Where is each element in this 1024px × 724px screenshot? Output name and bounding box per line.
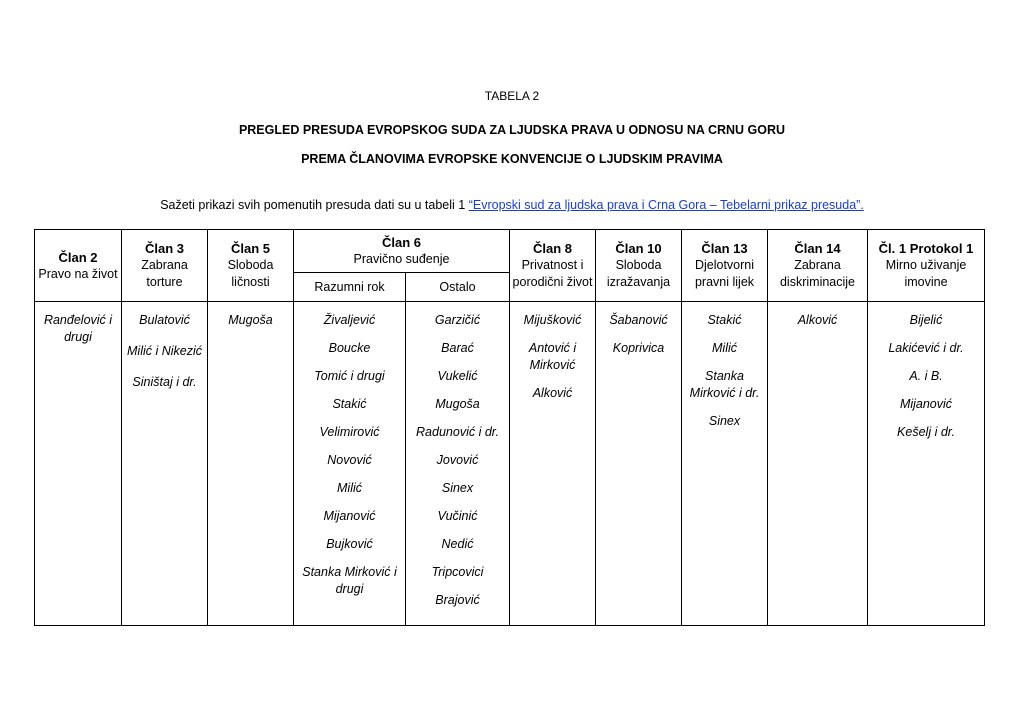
cell-protokol-1 — [868, 302, 985, 626]
title-line-1: PREGLED PRESUDA EVROPSKOG SUDA ZA LJUDSKA PRAVA U ODNOSU NA CRNU GORU — [238, 123, 786, 137]
header-name: Sloboda izražavanja — [606, 258, 671, 289]
case-name: Stanka Mirković i drugi — [302, 565, 397, 596]
intro-paragraph — [0, 198, 1024, 212]
case-name: Stakić — [707, 313, 742, 327]
case-name: Bujković — [326, 537, 373, 551]
cell-clan-6-razumni-rok — [294, 302, 406, 626]
case-name: Mijanović — [323, 509, 376, 523]
case-name: Nedić — [441, 537, 474, 551]
case-name: Radunović i dr. — [416, 425, 499, 439]
case-name: Stakić — [332, 397, 367, 411]
cell-clan-5 — [208, 302, 294, 626]
case-name: Tomić i drugi — [314, 369, 385, 383]
header-number: Član 14 — [794, 241, 841, 256]
header-protokol-1 — [868, 230, 985, 302]
case-name: Mijušković — [523, 313, 582, 327]
case-name: Milić i Nikezić — [127, 344, 202, 358]
case-name: Sinex — [708, 414, 741, 428]
case-name: Sinex — [441, 481, 474, 495]
case-name: Bijelić — [909, 313, 943, 327]
case-name: Vučinić — [437, 509, 478, 523]
cell-clan-10 — [596, 302, 682, 626]
header-number: Član 10 — [615, 241, 662, 256]
header-clan-3 — [122, 230, 208, 302]
header-clan-6 — [294, 230, 510, 273]
table-label: TABELA 2 — [484, 89, 540, 103]
intro-link[interactable]: “Evropski sud za ljudska prava i Crna Gora – Tebelarni prikaz presuda”. — [468, 198, 864, 212]
case-name: Ranđelović i drugi — [43, 313, 113, 344]
cell-clan-14 — [768, 302, 868, 626]
header-clan-8 — [510, 230, 596, 302]
case-name: Velimirović — [319, 425, 380, 439]
header-name: Zabrana torture — [141, 258, 188, 289]
cell-clan-2 — [35, 302, 122, 626]
case-name: Boucke — [328, 341, 371, 355]
case-name: Alković — [797, 313, 838, 327]
cell-clan-8 — [510, 302, 596, 626]
header-clan-5 — [208, 230, 294, 302]
case-name: Šabanović — [609, 313, 668, 327]
case-name: Tripcovici — [431, 565, 484, 579]
header-clan-10 — [596, 230, 682, 302]
header-clan-14 — [768, 230, 868, 302]
header-number: Čl. 1 Protokol 1 — [878, 241, 974, 256]
subheader-ostalo: Ostalo — [406, 273, 510, 302]
cell-clan-13 — [682, 302, 768, 626]
case-name: Milić — [337, 481, 362, 495]
cell-clan-6-ostalo — [406, 302, 510, 626]
case-name: Mijanović — [899, 397, 953, 411]
case-name: Antović i Mirković — [528, 341, 577, 372]
header-name: Pravično suđenje — [353, 252, 450, 266]
header-number: Član 8 — [532, 241, 572, 256]
header-name: Sloboda ličnosti — [227, 258, 274, 289]
header-clan-2 — [35, 230, 122, 302]
case-name: Mugoša — [228, 313, 273, 327]
case-name: Mugoša — [435, 397, 480, 411]
header-number: Član 2 — [58, 249, 98, 265]
case-name: Bulatović — [139, 313, 190, 327]
case-name: Živaljević — [323, 313, 376, 327]
case-name: Siništaj i dr. — [132, 375, 197, 389]
case-name: Barać — [441, 341, 474, 355]
case-name: Stanka Mirković i dr. — [689, 369, 760, 400]
header-number: Član 5 — [230, 241, 270, 256]
title-line-2: PREMA ČLANOVIMA EVROPSKE KONVENCIJE O LJUDSKIM PRAVIMA — [301, 152, 723, 166]
header-name: Pravo na život — [38, 266, 118, 281]
header-number: Član 6 — [381, 235, 421, 250]
case-name: Lakićević i dr. — [888, 341, 964, 355]
header-name: Mirno uživanje imovine — [885, 258, 967, 289]
case-name: Novović — [327, 453, 372, 467]
header-name: Zabrana diskriminacije — [779, 258, 856, 289]
header-name: Privatnost i porodični život — [512, 258, 593, 289]
case-name: Garzičić — [434, 313, 481, 327]
header-number: Član 13 — [701, 241, 748, 256]
header-number: Član 3 — [144, 241, 184, 256]
case-name: Milić — [712, 341, 737, 355]
case-name: Jovović — [436, 453, 479, 467]
subheader-razumni-rok: Razumni rok — [294, 273, 406, 302]
case-name: A. i B. — [909, 369, 943, 383]
cell-clan-3 — [122, 302, 208, 626]
case-name: Koprivica — [612, 341, 665, 355]
case-name: Vukelić — [437, 369, 478, 383]
case-name: Kešelj i dr. — [897, 425, 955, 439]
case-name: Brajović — [435, 593, 480, 607]
header-clan-13 — [682, 230, 768, 302]
intro-text: Sažeti prikazi svih pomenutih presuda dati su u tabeli 1 — [160, 198, 469, 212]
case-name: Alković — [532, 386, 573, 400]
header-name: Djelotvorni pravni lijek — [694, 258, 755, 289]
judgments-table — [34, 229, 985, 626]
